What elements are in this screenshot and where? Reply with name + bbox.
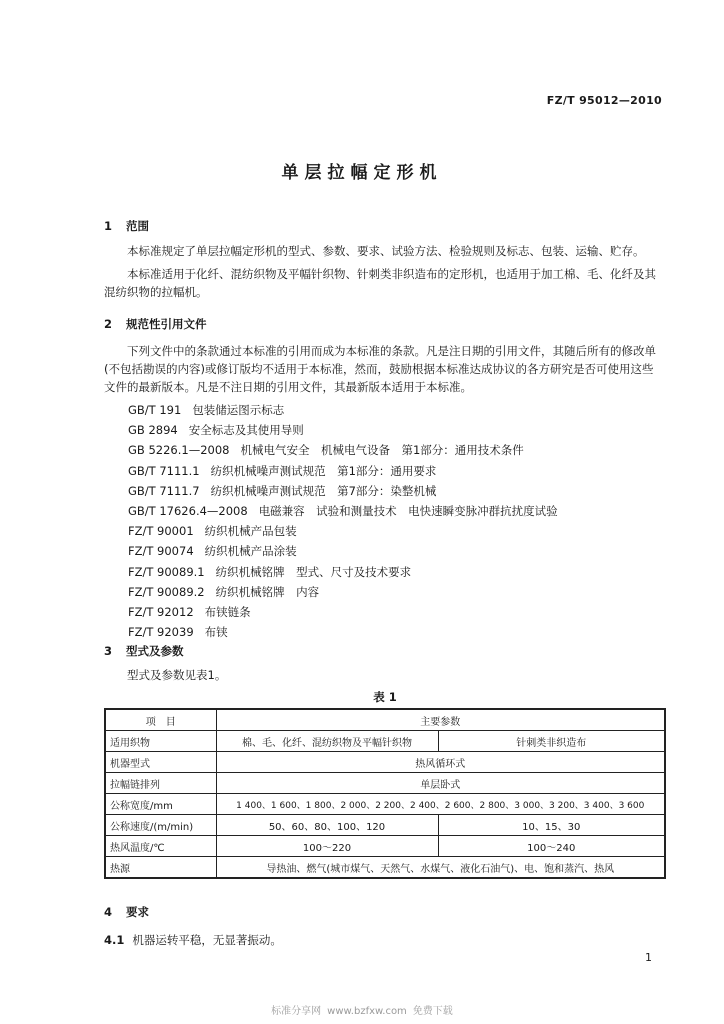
reference-title: 布铗链条: [204, 604, 251, 619]
reference-code: GB 2894: [128, 423, 178, 438]
row-label: 适用织物: [105, 731, 216, 752]
reference-code: FZ/T 92012: [128, 604, 194, 619]
reference-title: 电磁兼容 试验和测量技术 电快速瞬变脉冲群抗扰度试验: [258, 503, 558, 518]
section-1-paragraph-1: 本标准规定了单层拉幅定形机的型式、参数、要求、试验方法、检验规则及标志、包装、运输、贮存。: [127, 244, 645, 258]
row-value-b: 针刺类非织造布: [438, 731, 665, 752]
reference-code: GB/T 7111.1: [128, 463, 200, 478]
watermark-url: www.bzfxw.com: [327, 1006, 407, 1017]
table-header-item: 项 目: [105, 709, 216, 731]
reference-item: [128, 400, 558, 420]
reference-item: [128, 541, 558, 561]
section-2-paragraph: 下列文件中的条款通过本标准的引用而成为本标准的条款。凡是注日期的引用文件，其随后所有的修改单(不包括勘误的内容)或修订版均不适用于本标准，然而，鼓励根据本标准达成协议的各方研究是否可使用这些文件的最新版本。凡是不注日期的引用文件，其最新版本适用于本标准。: [104, 344, 656, 394]
section-title: 规范性引用文件: [126, 317, 207, 331]
parameter-table: [104, 708, 666, 879]
row-label: 热风温度/℃: [105, 836, 216, 857]
reference-title: 纺织机械铭牌 内容: [215, 584, 320, 599]
row-value-b: 100～240: [438, 836, 665, 857]
row-label: 公称宽度/mm: [105, 794, 216, 815]
row-value-a: 棉、毛、化纤、混纺织物及平幅针织物: [216, 731, 438, 752]
document-title: 单层拉幅定形机: [281, 163, 443, 183]
reference-item: [128, 481, 558, 501]
clause-text: 机器运转平稳，无显著振动。: [132, 933, 282, 947]
row-value-a: 50、60、80、100、120: [216, 815, 438, 836]
section-4-heading: [104, 904, 149, 920]
reference-code: GB 5226.1—2008: [128, 443, 230, 458]
table-header-row: [105, 709, 665, 731]
section-title: 范围: [126, 219, 149, 233]
watermark: [0, 1002, 724, 1017]
reference-item: [128, 440, 558, 460]
reference-code: FZ/T 90089.2: [128, 584, 205, 599]
watermark-note: 免费下载: [412, 1006, 453, 1017]
reference-code: FZ/T 90001: [128, 524, 194, 539]
row-value: 导热油、燃气(城市煤气、天然气、水煤气、液化石油气)、电、饱和蒸汽、热风: [216, 857, 665, 879]
reference-item: [128, 602, 558, 622]
reference-item: [128, 501, 558, 521]
reference-title: 布铗: [204, 625, 228, 640]
reference-code: GB/T 17626.4—2008: [128, 503, 248, 518]
reference-title: 包装储运图示标志: [192, 403, 285, 417]
normative-reference-list: [128, 400, 558, 642]
reference-title: 纺织机械噪声测试规范 第1部分：通用要求: [210, 463, 437, 478]
section-number: 2: [104, 317, 113, 331]
section-number: 4: [104, 905, 113, 919]
table-row: [105, 773, 665, 794]
reference-title: 纺织机械产品涂装: [204, 544, 297, 559]
table-row: [105, 857, 665, 879]
reference-item: [128, 562, 558, 582]
reference-item: [128, 461, 558, 481]
reference-code: FZ/T 92039: [128, 625, 194, 640]
reference-item: [128, 420, 558, 440]
page-number: 1: [645, 951, 652, 964]
row-value-a: 100～220: [216, 836, 438, 857]
reference-item: [128, 521, 558, 541]
reference-title: 纺织机械产品包装: [204, 524, 297, 539]
section-1-heading: [104, 218, 149, 234]
reference-title: 纺织机械噪声测试规范 第7部分：染整机械: [210, 483, 437, 498]
row-label: 机器型式: [105, 752, 216, 773]
row-value: 1 400、1 600、1 800、2 000、2 200、2 400、2 600、2 800、3 000、3 200、3 400、3 600: [216, 794, 665, 815]
row-value: 热风循环式: [216, 752, 665, 773]
row-value-b: 10、15、30: [438, 815, 665, 836]
section-3-heading: [104, 643, 184, 659]
row-label: 热源: [105, 857, 216, 879]
watermark-site: 标准分享网: [271, 1006, 322, 1017]
table-row: [105, 731, 665, 752]
table-caption: 表 1: [373, 690, 397, 704]
standard-code: FZ/T 95012—2010: [546, 94, 662, 107]
section-1-paragraph-2: 本标准适用于化纤、混纺织物及平幅针织物、针刺类非织造布的定形机，也适用于加工棉、毛、化纤及其混纺织物的拉幅机。: [104, 267, 656, 299]
table-row: [105, 815, 665, 836]
reference-code: GB/T 7111.7: [128, 483, 200, 498]
reference-code: FZ/T 90074: [128, 544, 194, 559]
table-row: [105, 836, 665, 857]
reference-title: 纺织机械铭牌 型式、尺寸及技术要求: [215, 564, 412, 579]
clause-4-1: [104, 932, 282, 948]
section-title: 要求: [126, 905, 149, 919]
section-3-paragraph: 型式及参数见表1。: [127, 668, 227, 682]
section-2-heading: [104, 316, 207, 332]
reference-title: 安全标志及其使用导则: [188, 423, 304, 438]
table-row: [105, 794, 665, 815]
section-number: 1: [104, 219, 113, 233]
table-header-params: 主要参数: [216, 709, 665, 731]
reference-title: 机械电气安全 机械电气设备 第1部分：通用技术条件: [240, 443, 524, 458]
reference-item: [128, 622, 558, 642]
table-row: [105, 752, 665, 773]
row-value: 单层卧式: [216, 773, 665, 794]
section-number: 3: [104, 644, 113, 658]
row-label: 公称速度/(m/min): [105, 815, 216, 836]
clause-number: 4.1: [104, 933, 125, 947]
reference-code: FZ/T 90089.1: [128, 564, 205, 579]
row-label: 拉幅链排列: [105, 773, 216, 794]
reference-code: GB/T 191: [128, 403, 182, 417]
section-title: 型式及参数: [126, 644, 184, 658]
reference-item: [128, 582, 558, 602]
